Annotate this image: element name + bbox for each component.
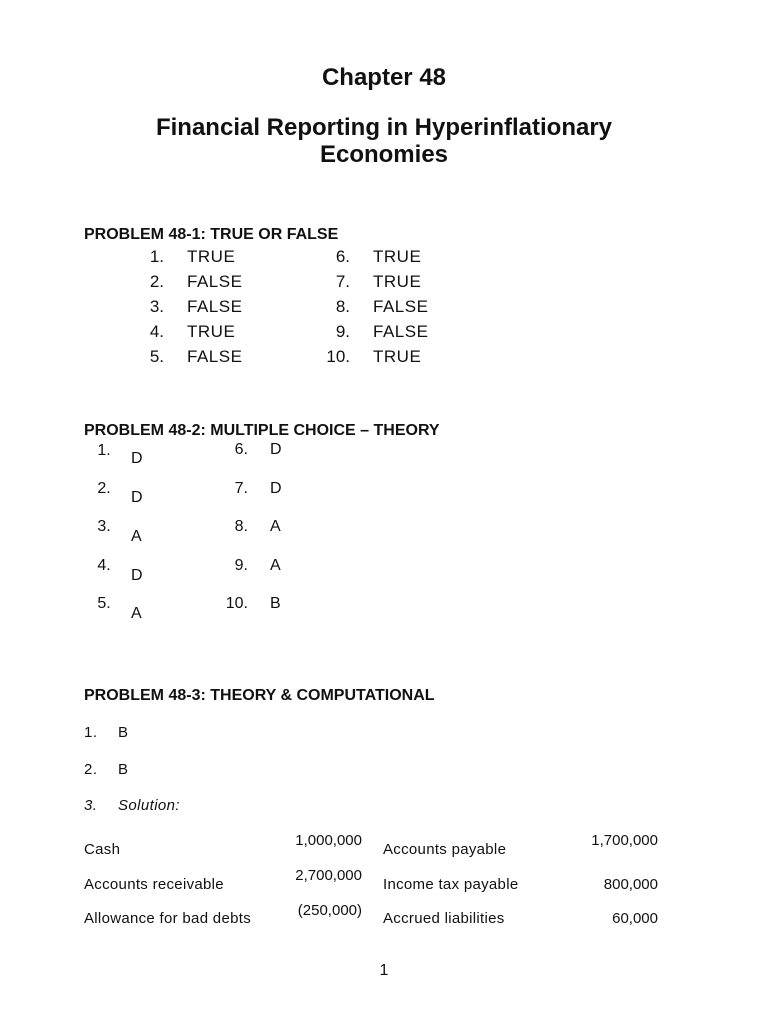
tf-item-answer: TRUE — [373, 272, 422, 291]
bs-left-amount: (250,000) — [297, 902, 362, 919]
tf-item-answer: FALSE — [187, 347, 243, 366]
tf-item-number: 6. — [335, 247, 350, 266]
mc-item-number: 2. — [97, 480, 111, 497]
tf-item-answer: FALSE — [373, 297, 429, 316]
mc-item-number: 4. — [97, 557, 111, 574]
tf-item-answer: TRUE — [187, 247, 236, 266]
mc-item-answer: D — [131, 450, 143, 467]
bs-left-label: Cash — [84, 841, 121, 858]
bs-left-label: Allowance for bad debts — [84, 910, 251, 927]
mc-item-answer: D — [270, 441, 282, 458]
solution-label: Solution: — [118, 797, 180, 814]
tf-item-number: 4. — [149, 322, 164, 341]
bs-right-label: Income tax payable — [383, 876, 519, 893]
mc-item-number: 7. — [234, 480, 248, 497]
tf-item-number: 10. — [326, 347, 350, 366]
bs-right-label: Accounts payable — [383, 841, 507, 858]
tf-item-number: 3. — [149, 297, 164, 316]
bs-left-amount: 2,700,000 — [295, 867, 362, 884]
tf-item-answer: FALSE — [373, 322, 429, 341]
tf-item-number: 8. — [335, 297, 350, 316]
solution-number: 3. — [84, 797, 98, 814]
tf-item-answer: TRUE — [187, 322, 236, 341]
bs-right-amount: 60,000 — [612, 910, 658, 927]
mc-item-number: 8. — [234, 518, 248, 535]
tf-item-answer: FALSE — [187, 272, 243, 291]
problem-3-heading: PROBLEM 48-3: THEORY & COMPUTATIONAL — [84, 687, 435, 704]
title-line-1: Financial Reporting in Hyperinflationary — [155, 114, 613, 141]
mc-item-number: 5. — [97, 595, 111, 612]
p3-item-number: 1. — [84, 724, 98, 741]
tf-item-answer: TRUE — [373, 347, 422, 366]
document-title — [0, 114, 768, 168]
problem-2-heading: PROBLEM 48-2: MULTIPLE CHOICE – THEORY — [84, 422, 440, 439]
mc-item-number: 6. — [234, 441, 248, 458]
mc-item-answer: A — [131, 605, 142, 622]
tf-item-number: 9. — [335, 322, 350, 341]
tf-item-answer: FALSE — [187, 297, 243, 316]
bs-right-label: Accrued liabilities — [383, 910, 505, 927]
bs-left-label: Accounts receivable — [84, 876, 224, 893]
p3-item-answer: B — [118, 761, 129, 778]
tf-item-number: 5. — [149, 347, 164, 366]
mc-item-answer: D — [131, 567, 143, 584]
mc-item-number: 10. — [225, 595, 248, 612]
mc-item-answer: A — [270, 557, 281, 574]
problem-1-heading: PROBLEM 48-1: TRUE OR FALSE — [84, 226, 339, 243]
mc-item-number: 3. — [97, 518, 111, 535]
tf-item-number: 1. — [149, 247, 164, 266]
tf-item-answer: TRUE — [373, 247, 422, 266]
mc-item-number: 1. — [97, 442, 111, 459]
p3-item-number: 2. — [84, 761, 98, 778]
mc-item-answer: A — [131, 528, 142, 545]
bs-left-amount: 1,000,000 — [295, 832, 362, 849]
mc-item-answer: A — [270, 518, 281, 535]
mc-item-answer: B — [270, 595, 281, 612]
title-line-2: Economies — [319, 141, 449, 168]
bs-right-amount: 1,700,000 — [591, 832, 658, 849]
mc-item-answer: D — [270, 480, 282, 497]
tf-item-number: 7. — [335, 272, 350, 291]
chapter-title: Chapter 48 — [321, 64, 447, 91]
page-number: 1 — [379, 962, 389, 979]
mc-item-number: 9. — [234, 557, 248, 574]
tf-item-number: 2. — [149, 272, 164, 291]
bs-right-amount: 800,000 — [603, 876, 658, 893]
mc-item-answer: D — [131, 489, 143, 506]
p3-item-answer: B — [118, 724, 129, 741]
